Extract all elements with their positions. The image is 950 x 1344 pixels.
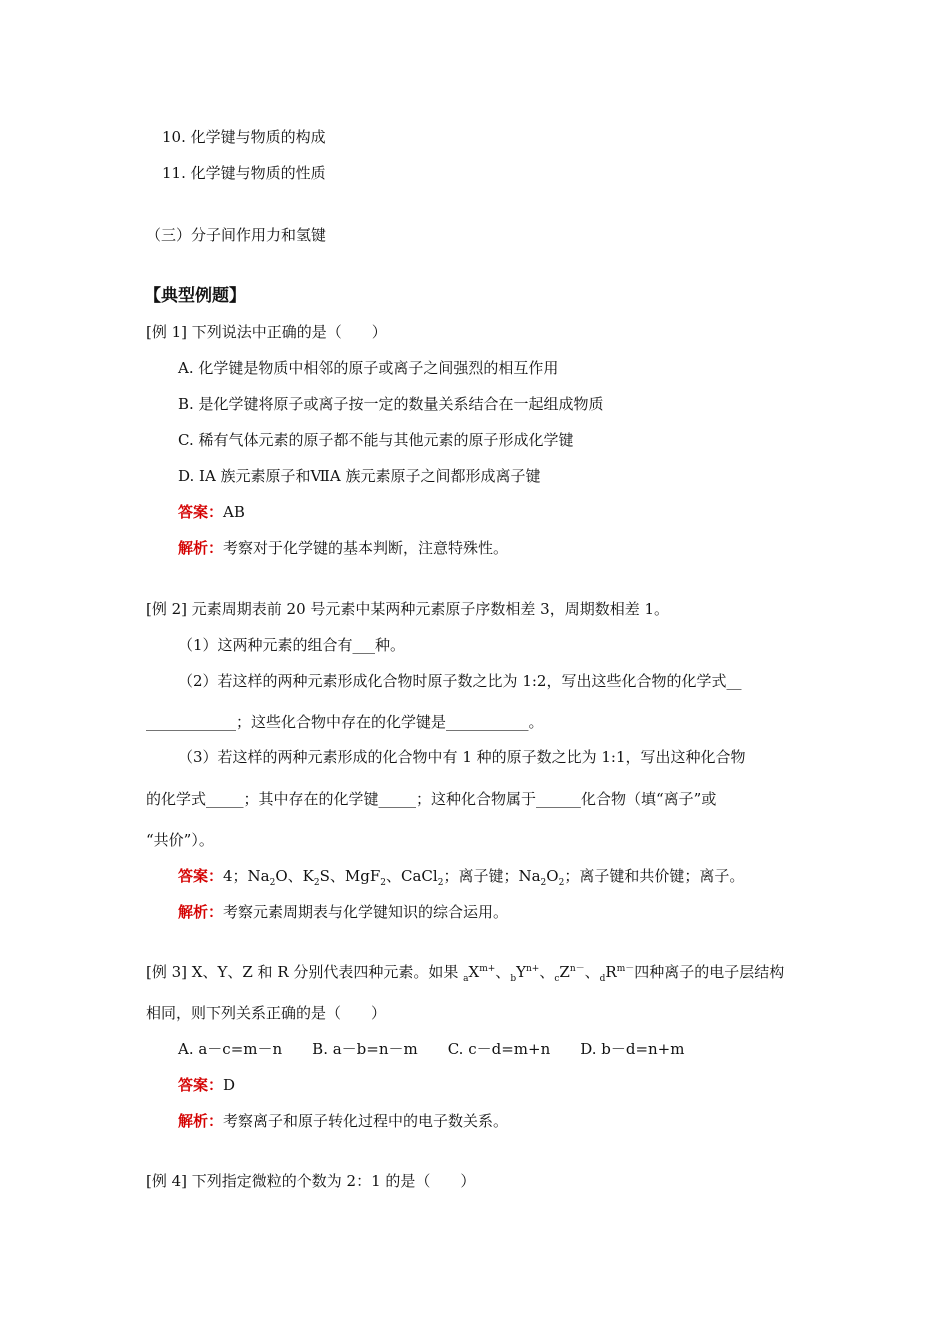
answer-value: AB — [223, 503, 245, 521]
example-2-question-2-line-2: ____________；这些化合物中存在的化学键是___________。 — [146, 713, 544, 731]
answer-label: 答案： — [178, 1076, 224, 1094]
subscript: 2 — [313, 878, 320, 888]
ion-symbol: X — [468, 963, 480, 981]
outline-item-10: 10. 化学键与物质的构成 — [162, 128, 326, 146]
example-2-question-1: （1）这两种元素的组合有___种。 — [178, 636, 406, 654]
analysis-label: 解析： — [178, 1112, 224, 1130]
subscript: 2 — [540, 878, 547, 888]
example-4-stem: [例 4] 下列指定微粒的个数为 2：1 的是（ ） — [146, 1172, 476, 1190]
analysis-text: 考察离子和原子转化过程中的电子数关系。 — [223, 1112, 509, 1130]
ion-prescript: d — [599, 974, 606, 984]
outline-item-11: 11. 化学键与物质的性质 — [162, 164, 326, 182]
separator: 、 — [584, 963, 600, 981]
ion-charge: m+ — [479, 964, 496, 974]
subscript: 2 — [437, 878, 444, 888]
stem-text: 四种离子的电子层结构 — [634, 963, 785, 981]
answer-label: 答案： — [178, 867, 224, 885]
subscript: 2 — [269, 878, 276, 888]
example-2-question-2-line-1: （2）若这样的两种元素形成化合物时原子数之比为 1:2，写出这些化合物的化学式__ — [178, 672, 742, 690]
subscript: 2 — [380, 878, 387, 888]
subscript: 2 — [558, 878, 565, 888]
example-3-options: A. a－c=m－n B. a－b=n－m C. c－d=m+n D. b－d=n+m — [178, 1040, 685, 1058]
example-1-stem: [例 1] 下列说法中正确的是（ ） — [146, 323, 387, 341]
analysis-label: 解析： — [178, 903, 224, 921]
example-2-question-3-line-3: “共价”）。 — [146, 831, 214, 849]
example-2-stem: [例 2] 元素周期表前 20 号元素中某两种元素原子序数相差 3，周期数相差 1。 — [146, 600, 670, 618]
ion-symbol: Y — [516, 963, 526, 981]
ion-charge: m－ — [616, 964, 635, 974]
answer-text: ；离子键；Na — [443, 867, 541, 885]
separator: 、 — [495, 963, 511, 981]
answer-text: O、K — [275, 867, 314, 885]
answer-text: ；离子键和共价键；离子。 — [564, 867, 745, 885]
analysis-text: 考察对于化学键的基本判断，注意特殊性。 — [223, 539, 509, 557]
example-3-answer — [178, 1075, 235, 1095]
answer-value: D — [223, 1076, 236, 1094]
example-1-option-a: A. 化学键是物质中相邻的原子或离子之间强烈的相互作用 — [178, 359, 559, 377]
example-3-stem-line-1 — [146, 962, 784, 982]
ion-symbol: R — [605, 963, 617, 981]
section-heading: （三）分子间作用力和氢键 — [146, 226, 327, 244]
ion-charge: n－ — [569, 964, 585, 974]
ion-prescript: b — [510, 974, 517, 984]
example-3-stem-line-2: 相同，则下列关系正确的是（ ） — [146, 1004, 387, 1022]
example-2-analysis — [178, 902, 508, 922]
answer-text: S、MgF — [319, 867, 381, 885]
example-3-analysis — [178, 1111, 508, 1131]
example-1-analysis — [178, 538, 508, 558]
ion-prescript: c — [554, 974, 560, 984]
example-1-option-c: C. 稀有气体元素的原子都不能与其他元素的原子形成化学键 — [178, 431, 574, 449]
answer-text: 4；Na — [223, 867, 270, 885]
example-1-answer — [178, 502, 245, 522]
answer-text: 、CaCl — [386, 867, 438, 885]
example-2-question-3-line-1: （3）若这样的两种元素形成的化合物中有 1 种的原子数之比为 1:1，写出这种化合物 — [178, 748, 746, 766]
example-1-option-d: D. IA 族元素原子和ⅦA 族元素原子之间都形成离子键 — [178, 467, 541, 485]
separator: 、 — [539, 963, 555, 981]
example-2-answer — [178, 866, 744, 886]
stem-text: [例 3] X、Y、Z 和 R 分别代表四种元素。如果 — [146, 963, 464, 981]
ion-charge: n+ — [525, 964, 540, 974]
typical-examples-heading: 【典型例题】 — [144, 286, 246, 306]
ion-symbol: Z — [559, 963, 570, 981]
example-2-question-3-line-2: 的化学式_____；其中存在的化学键_____；这种化合物属于______化合物（填“离子”或 — [146, 790, 717, 808]
example-1-option-b: B. 是化学键将原子或离子按一定的数量关系结合在一起组成物质 — [178, 395, 604, 413]
ion-prescript: a — [463, 974, 469, 984]
answer-label: 答案： — [178, 503, 224, 521]
analysis-text: 考察元素周期表与化学键知识的综合运用。 — [223, 903, 509, 921]
answer-text: O — [546, 867, 559, 885]
analysis-label: 解析： — [178, 539, 224, 557]
